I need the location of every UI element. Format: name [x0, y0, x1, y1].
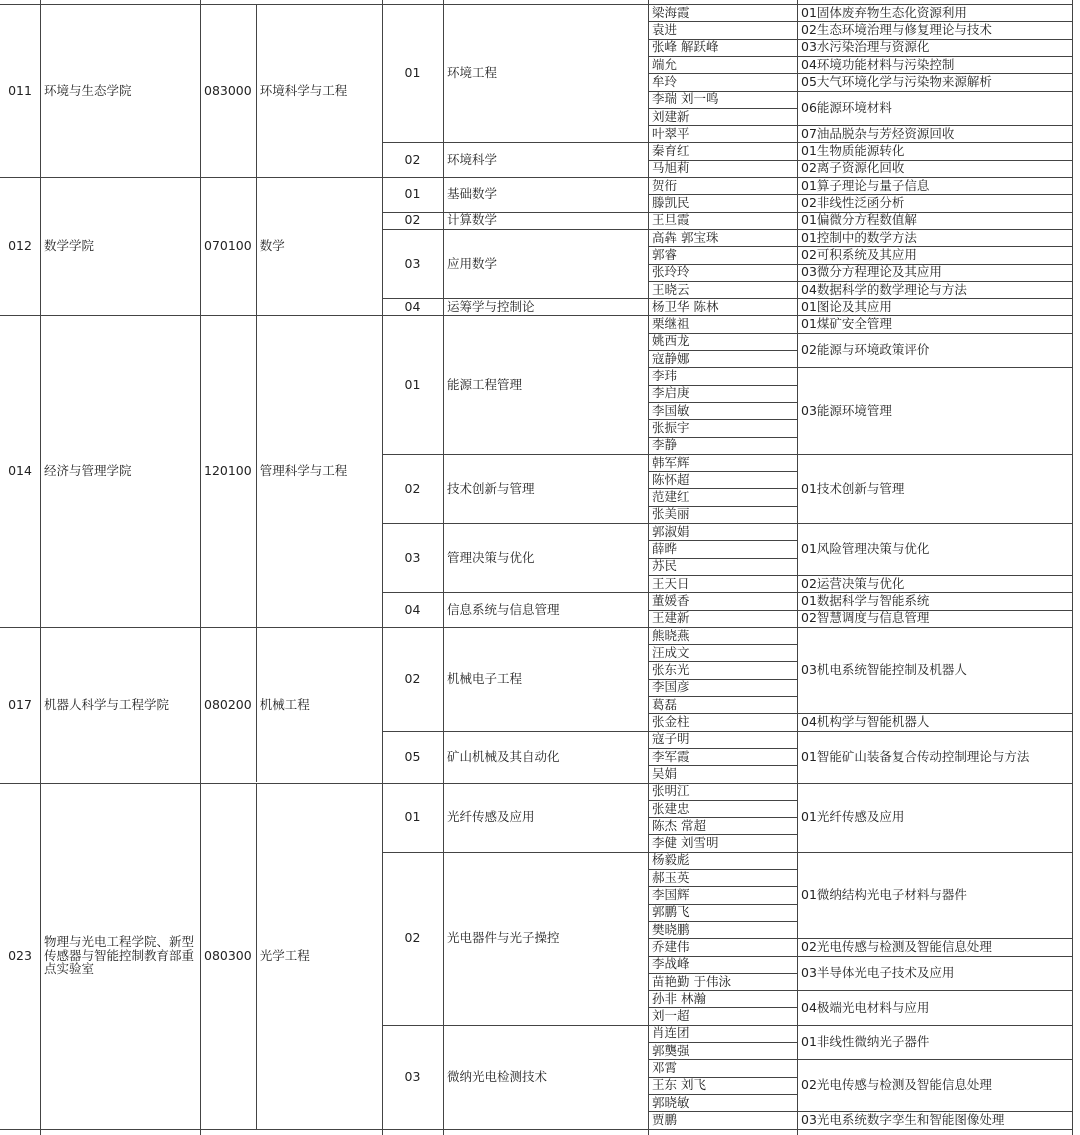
direction-name-cell: 光纤传感及应用 — [447, 809, 535, 825]
major-cell — [200, 177, 382, 315]
research-topic-cell: 04极端光电材料与应用 — [801, 999, 930, 1015]
tutor-cell: 张美丽 — [652, 506, 690, 522]
direction-code-cell: 02 — [404, 930, 421, 946]
major-code: 080200 — [204, 696, 252, 712]
tutor-cell: 王建新 — [652, 610, 690, 626]
major-code: 120100 — [204, 463, 252, 479]
tutor-cell: 梁海霞 — [652, 4, 690, 20]
tutor-cell: 郭晓敏 — [652, 1094, 690, 1110]
tutor-cell: 寇子明 — [652, 731, 690, 747]
tutor-cell: 张金柱 — [652, 714, 690, 730]
major-cell — [200, 627, 382, 783]
tutor-cell: 贾鹏 — [652, 1111, 678, 1127]
direction-code-cell: 02 — [404, 670, 421, 686]
row-divider — [0, 1129, 382, 1130]
direction-name-cell: 信息系统与信息管理 — [447, 601, 560, 617]
direction-code-cell: 01 — [404, 376, 421, 392]
research-topic-cell: 01技术创新与管理 — [801, 480, 905, 496]
tutor-cell: 范建红 — [652, 489, 690, 505]
research-topic-cell: 02光电传感与检测及智能信息处理 — [801, 1077, 992, 1093]
tutor-cell: 滕凯民 — [652, 195, 690, 211]
tutor-cell: 王旦霞 — [652, 212, 690, 228]
tutor-cell: 熊晓燕 — [652, 627, 690, 643]
major-cell — [200, 783, 382, 1129]
research-topic-cell: 01微纳结构光电子材料与器件 — [801, 887, 967, 903]
direction-name-cell: 机械电子工程 — [447, 670, 523, 686]
research-topic-cell: 02非线性泛函分析 — [801, 195, 905, 211]
tutor-cell: 袁进 — [652, 22, 678, 38]
direction-name-cell: 基础数学 — [447, 186, 498, 202]
tutor-cell: 李国辉 — [652, 887, 690, 903]
research-topic-cell: 01固体废弃物生态化资源利用 — [801, 4, 967, 20]
row-divider — [797, 1129, 1072, 1130]
major-cell — [200, 315, 382, 626]
research-topic-cell: 04数据科学的数学理论与方法 — [801, 281, 967, 297]
direction-name-cell: 应用数学 — [447, 255, 498, 271]
column-divider — [648, 0, 649, 1135]
tutor-cell: 张振宇 — [652, 419, 690, 435]
tutor-cell: 郭鹏飞 — [652, 904, 690, 920]
research-topic-cell: 03水污染治理与资源化 — [801, 39, 930, 55]
tutor-cell: 樊晓鹏 — [652, 921, 690, 937]
tutor-cell: 郭淑娟 — [652, 523, 690, 539]
tutor-cell: 端允 — [652, 56, 678, 72]
tutor-cell: 苗艳勤 于伟泳 — [652, 973, 731, 989]
tutor-cell: 肖连团 — [652, 1025, 690, 1041]
tutor-cell: 李军霞 — [652, 748, 690, 764]
research-topic-cell: 03能源环境管理 — [801, 402, 892, 418]
research-topic-cell: 02运营决策与优化 — [801, 575, 905, 591]
college-name-cell: 物理与光电工程学院、新型传感器与智能控制教育部重点实验室 — [44, 933, 195, 977]
row-divider — [648, 1129, 797, 1130]
column-divider — [443, 0, 444, 1135]
direction-name-cell: 光电器件与光子操控 — [447, 930, 560, 946]
tutor-cell: 韩军辉 — [652, 454, 690, 470]
tutor-cell: 杨卫华 陈林 — [652, 298, 719, 314]
tutor-cell: 郝玉英 — [652, 869, 690, 885]
tutor-cell: 葛磊 — [652, 696, 678, 712]
research-topic-cell: 01光纤传感及应用 — [801, 809, 905, 825]
direction-code-cell: 03 — [404, 549, 421, 565]
college-name-cell: 环境与生态学院 — [44, 82, 132, 98]
tutor-cell: 李战峰 — [652, 956, 690, 972]
tutor-cell: 马旭莉 — [652, 160, 690, 176]
research-topic-cell: 01数据科学与智能系统 — [801, 592, 930, 608]
tutor-cell: 刘一超 — [652, 1008, 690, 1024]
direction-name-cell: 能源工程管理 — [447, 376, 523, 392]
tutor-cell: 秦育红 — [652, 143, 690, 159]
research-topic-cell: 02光电传感与检测及智能信息处理 — [801, 938, 992, 954]
direction-name-cell: 环境科学 — [447, 151, 498, 167]
research-topic-cell: 05大气环境化学与污染物来源解析 — [801, 73, 992, 89]
tutor-cell: 叶翠平 — [652, 125, 690, 141]
major-name: 数学 — [256, 177, 285, 315]
tutor-cell: 苏民 — [652, 558, 678, 574]
direction-code-cell: 01 — [404, 809, 421, 825]
research-topic-cell: 01算子理论与量子信息 — [801, 177, 930, 193]
research-topic-cell: 01控制中的数学方法 — [801, 229, 917, 245]
research-topic-cell: 03微分方程理论及其应用 — [801, 264, 942, 280]
tutor-cell: 汪成文 — [652, 644, 690, 660]
research-topic-cell: 02能源与环境政策评价 — [801, 342, 930, 358]
major-code: 080300 — [204, 947, 252, 963]
tutor-cell: 邓霄 — [652, 1060, 678, 1076]
column-divider — [382, 0, 383, 1135]
tutor-cell: 姚西龙 — [652, 333, 690, 349]
column-divider — [1072, 0, 1073, 1135]
tutor-cell: 牟玲 — [652, 73, 678, 89]
direction-code-cell: 03 — [404, 255, 421, 271]
tutor-cell: 张建忠 — [652, 800, 690, 816]
research-topic-cell: 04机构学与智能机器人 — [801, 714, 930, 730]
direction-code-cell: 02 — [404, 480, 421, 496]
tutor-cell: 李玮 — [652, 368, 678, 384]
tutor-cell: 李国彦 — [652, 679, 690, 695]
tutor-cell: 寇静娜 — [652, 350, 690, 366]
research-topic-cell: 01非线性微纳光子器件 — [801, 1034, 930, 1050]
major-name: 管理科学与工程 — [256, 315, 348, 626]
major-name: 机械工程 — [256, 627, 310, 783]
college-name-cell: 机器人科学与工程学院 — [44, 696, 170, 712]
tutor-cell: 刘建新 — [652, 108, 690, 124]
research-topic-cell: 01生物质能源转化 — [801, 143, 905, 159]
direction-code-cell: 04 — [404, 601, 421, 617]
direction-code-cell: 04 — [404, 298, 421, 314]
college-code-cell: 011 — [8, 82, 32, 98]
research-topic-cell: 02智慧调度与信息管理 — [801, 610, 930, 626]
tutor-cell: 王东 刘飞 — [652, 1077, 706, 1093]
direction-name-cell: 环境工程 — [447, 65, 498, 81]
tutor-cell: 李瑞 刘一鸣 — [652, 91, 719, 107]
direction-name-cell: 运筹学与控制论 — [447, 298, 535, 314]
direction-code-cell: 02 — [404, 151, 421, 167]
column-divider — [797, 0, 798, 1135]
tutor-cell: 陈杰 常超 — [652, 817, 706, 833]
tutor-cell: 李启庚 — [652, 385, 690, 401]
research-topic-cell: 06能源环境材料 — [801, 99, 892, 115]
major-name: 环境科学与工程 — [256, 4, 348, 177]
tutor-cell: 李国敏 — [652, 402, 690, 418]
direction-code-cell: 02 — [404, 212, 421, 228]
tutor-cell: 孙非 林瀚 — [652, 990, 706, 1006]
major-code: 083000 — [204, 82, 252, 98]
tutor-cell: 杨毅彪 — [652, 852, 690, 868]
college-name-cell: 数学学院 — [44, 238, 95, 254]
tutor-cell: 乔建伟 — [652, 938, 690, 954]
direction-code-cell: 05 — [404, 748, 421, 764]
college-code-cell: 017 — [8, 696, 32, 712]
tutor-cell: 陈怀超 — [652, 471, 690, 487]
research-topic-cell: 02可积系统及其应用 — [801, 246, 917, 262]
research-topic-cell: 01风险管理决策与优化 — [801, 541, 930, 557]
tutor-cell: 栗继祖 — [652, 316, 690, 332]
tutor-cell: 郭龑强 — [652, 1042, 690, 1058]
research-topic-cell: 02离子资源化回收 — [801, 160, 905, 176]
research-topic-cell: 02生态环境治理与修复理论与技术 — [801, 22, 992, 38]
direction-name-cell: 计算数学 — [447, 212, 498, 228]
tutor-cell: 王晓云 — [652, 281, 690, 297]
research-topic-cell: 01偏微分方程数值解 — [801, 212, 917, 228]
college-code-cell: 012 — [8, 238, 32, 254]
research-topic-cell: 01图论及其应用 — [801, 298, 892, 314]
research-topic-cell: 03机电系统智能控制及机器人 — [801, 662, 967, 678]
tutor-cell: 张明江 — [652, 783, 690, 799]
row-divider — [382, 1129, 648, 1130]
tutor-cell: 李健 刘雪明 — [652, 835, 719, 851]
column-divider — [200, 0, 201, 1135]
direction-code-cell: 03 — [404, 1068, 421, 1084]
college-code-cell: 023 — [8, 947, 32, 963]
research-topic-cell: 01煤矿安全管理 — [801, 316, 892, 332]
tutor-cell: 董媛香 — [652, 592, 690, 608]
direction-code-cell: 01 — [404, 186, 421, 202]
tutor-cell: 李静 — [652, 437, 678, 453]
college-code-cell: 014 — [8, 463, 32, 479]
direction-code-cell: 01 — [404, 65, 421, 81]
research-topic-cell: 03半导体光电子技术及应用 — [801, 964, 955, 980]
research-topic-cell: 04环境功能材料与污染控制 — [801, 56, 955, 72]
tutor-cell: 王天日 — [652, 575, 690, 591]
major-code: 070100 — [204, 238, 252, 254]
college-name-cell: 经济与管理学院 — [44, 463, 132, 479]
tutor-cell: 张东光 — [652, 662, 690, 678]
tutor-cell: 吴娟 — [652, 765, 678, 781]
direction-name-cell: 管理决策与优化 — [447, 549, 535, 565]
direction-name-cell: 技术创新与管理 — [447, 480, 535, 496]
direction-name-cell: 矿山机械及其自动化 — [447, 748, 560, 764]
research-topic-cell: 01智能矿山装备复合传动控制理论与方法 — [801, 748, 1030, 764]
research-topic-cell: 07油品脱杂与芳烃资源回收 — [801, 125, 955, 141]
tutor-cell: 贺衎 — [652, 177, 678, 193]
tutor-cell: 张玲玲 — [652, 264, 690, 280]
tutor-cell: 郭睿 — [652, 246, 678, 262]
tutor-cell: 薛晔 — [652, 541, 678, 557]
column-divider — [40, 0, 41, 1135]
direction-name-cell: 微纳光电检测技术 — [447, 1068, 548, 1084]
major-cell — [200, 4, 382, 177]
tutor-cell: 张峰 解跃峰 — [652, 39, 719, 55]
research-topic-cell: 03光电系统数字孪生和智能图像处理 — [801, 1111, 1005, 1127]
major-name: 光学工程 — [256, 783, 310, 1129]
tutor-cell: 高犇 郭宝珠 — [652, 229, 719, 245]
